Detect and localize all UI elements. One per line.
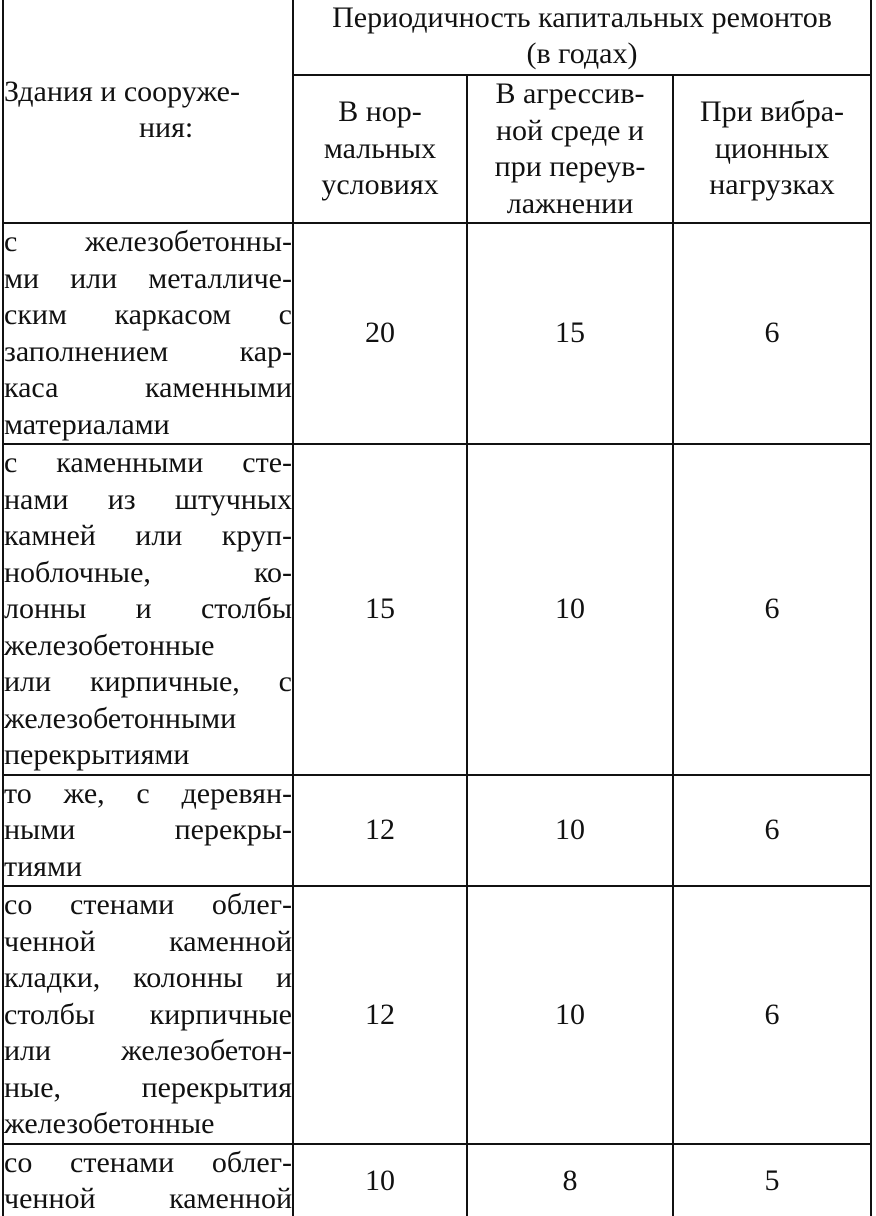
period-header-line: Периодичность капитальных ремонтов — [332, 0, 832, 34]
table-row — [3, 886, 871, 1144]
capital-repair-table — [2, 0, 872, 1216]
vibration-value: 5 — [673, 1144, 871, 1216]
text-line: материалами — [4, 407, 170, 441]
text-line: железобетонные — [4, 628, 215, 662]
text-line: железобетонные — [4, 1107, 215, 1140]
period-header — [293, 0, 871, 75]
text-line: ми или металличе- — [4, 261, 292, 295]
text-line: тиями — [4, 849, 83, 883]
text-line: ским каркасом с — [4, 298, 292, 331]
text-line: перекрытиями — [4, 738, 190, 771]
text-line: ные, перекрытия — [4, 1070, 292, 1104]
text-line: ными перекры- — [4, 813, 292, 846]
header-line: при переув- — [494, 150, 646, 183]
building-type-cell — [3, 886, 293, 1144]
table-row — [3, 223, 871, 444]
building-type-cell — [3, 223, 293, 444]
text-line: лонны и столбы — [4, 592, 292, 625]
text-line: нами из штучных — [4, 482, 292, 516]
header-line: В нор- — [338, 95, 422, 129]
aggressive-environment-header — [467, 75, 673, 223]
text-line: со стенами облег- — [4, 1145, 292, 1179]
aggressive-value: 10 — [467, 886, 673, 1144]
aggressive-value: 10 — [467, 775, 673, 887]
text-line: со стенами облег- — [4, 888, 292, 921]
header-line: При вибра- — [699, 95, 844, 129]
text-line: столбы кирпичные — [4, 997, 292, 1031]
table-row — [3, 775, 871, 887]
vibration-value: 6 — [673, 775, 871, 887]
header-line: ционных — [714, 131, 830, 165]
text-line: камней или круп- — [4, 519, 292, 552]
text-line: ноблочные, ко- — [4, 555, 292, 589]
normal-value: 10 — [293, 1144, 467, 1216]
normal-value: 12 — [293, 775, 467, 887]
header-line: нагрузках — [709, 168, 835, 202]
header-line: В агрессив- — [495, 77, 645, 110]
vibration-loads-header — [673, 75, 871, 223]
text-line: ченной каменной — [4, 1182, 292, 1215]
vibration-value: 6 — [673, 444, 871, 775]
normal-value: 15 — [293, 444, 467, 775]
header-line: мальных — [323, 131, 437, 165]
header-row-1 — [3, 0, 871, 75]
aggressive-value: 8 — [467, 1144, 673, 1216]
text-line: с каменными сте- — [4, 446, 292, 479]
building-type-cell — [3, 1144, 293, 1216]
vibration-value: 6 — [673, 223, 871, 444]
header-line: условиях — [321, 168, 439, 202]
text-line: каса каменными — [4, 371, 292, 404]
buildings-header-line: ния: — [139, 111, 194, 144]
period-header-line: (в годах) — [526, 37, 638, 70]
text-line: кладки, колонны и — [4, 961, 292, 994]
table-row — [3, 1144, 871, 1216]
text-line: то же, с деревян- — [4, 776, 292, 810]
aggressive-value: 10 — [467, 444, 673, 775]
text-line: или кирпичные, с — [4, 665, 292, 698]
table-row — [3, 444, 871, 775]
buildings-header-line: Здания и сооруже- — [4, 74, 240, 108]
aggressive-value: 15 — [467, 223, 673, 444]
normal-value: 20 — [293, 223, 467, 444]
building-type-cell — [3, 775, 293, 887]
building-type-cell — [3, 444, 293, 775]
text-line: с железобетонны- — [4, 225, 292, 258]
normal-conditions-header — [293, 75, 467, 223]
text-line: ченной каменной — [4, 924, 292, 958]
header-line: ной среде и — [496, 113, 644, 147]
text-line: железобетонными — [4, 701, 237, 735]
text-line: или железобетон- — [4, 1034, 292, 1067]
normal-value: 12 — [293, 886, 467, 1144]
text-line: заполнением кар- — [4, 334, 292, 368]
vibration-value: 6 — [673, 886, 871, 1144]
buildings-header — [3, 0, 293, 223]
header-line: лажнении — [506, 186, 634, 220]
